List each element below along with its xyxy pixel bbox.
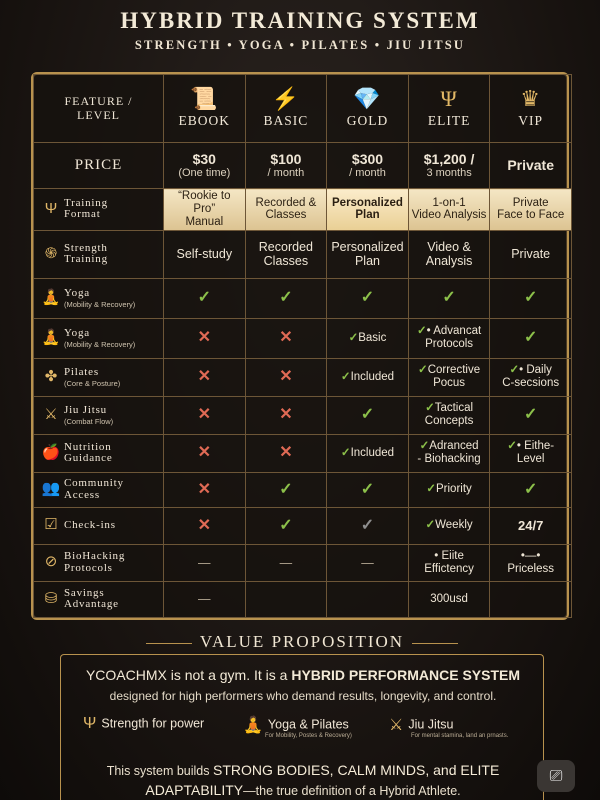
checkbox-icon: ☑ <box>44 516 58 534</box>
pillar-yoga-pilates: 🧘 Yoga & Pilates For Mobility, Postes & Recovery) <box>243 717 352 739</box>
price-row <box>34 143 572 189</box>
price-elite: $1,200 / 3 months <box>408 143 490 189</box>
cross-icon: ✕ <box>197 480 211 498</box>
table-cell: Personalized Plan <box>327 230 409 278</box>
table-cell <box>490 581 572 617</box>
check-icon: ✓ <box>416 325 427 338</box>
value-line-1: YCOACHMX is not a gym. It is a HYBRID PERFORMANCE SYSTEM <box>85 667 521 683</box>
table-cell <box>327 507 409 544</box>
table-cell: Personalized Plan <box>327 189 409 231</box>
check-icon: ✓ <box>279 480 293 498</box>
check-icon: ✓ <box>348 331 359 344</box>
table-cell <box>245 581 327 617</box>
feature-level-header: FEATURE / LEVEL <box>34 75 164 143</box>
table-cell: Private Face to Face <box>490 189 572 231</box>
check-icon: ✓ <box>340 446 351 459</box>
cross-icon: ✕ <box>197 444 211 462</box>
table-cell <box>490 396 572 434</box>
lightning-icon: ⚡ <box>271 86 301 112</box>
table-cell: — <box>164 544 246 581</box>
table-cell <box>245 472 327 507</box>
check-icon: ✓ <box>418 364 428 377</box>
table-cell: ✓Adranced - Biohacking <box>408 434 490 472</box>
yoga-icon: 🧘 <box>41 288 61 306</box>
tier-ebook: 📜 EBOOK <box>164 75 246 143</box>
feature-label: 🧘 Yoga (Mobility & Recovery) <box>34 278 164 318</box>
spiral-icon: ֍ <box>44 244 58 262</box>
table-cell: 1-on-1 Video Analysis <box>408 189 490 231</box>
table-cell <box>490 472 572 507</box>
table-cell: Self-study <box>164 230 246 278</box>
table-cell <box>490 278 572 318</box>
diamond-icon: 💎 <box>353 86 382 112</box>
feature-label: 👥 Community Access <box>34 472 164 507</box>
check-icon: ✓ <box>197 289 211 307</box>
scan-text-icon[interactable]: ⎚ <box>537 760 575 792</box>
price-ebook: $30 (One time) <box>164 143 246 189</box>
cross-icon: ✕ <box>279 444 293 462</box>
crown-icon: ♛ <box>520 86 542 112</box>
check-icon: ✓ <box>426 483 436 496</box>
price-gold: $300 / month <box>327 143 409 189</box>
table-cell: 300usd <box>408 581 490 617</box>
trident-icon: Ψ <box>440 86 458 112</box>
feature-row <box>34 358 572 396</box>
cross-icon: ✕ <box>279 368 293 386</box>
table-cell <box>164 507 246 544</box>
feature-row <box>34 396 572 434</box>
table-cell: Video & Analysis <box>408 230 490 278</box>
cross-icon: ✕ <box>279 406 293 424</box>
coins-icon: ⛁ <box>44 590 58 608</box>
cross-icon: ✕ <box>197 406 211 424</box>
cross-icon: ✕ <box>197 329 211 347</box>
table-cell <box>327 472 409 507</box>
check-icon: ✓ <box>279 289 293 307</box>
table-cell <box>164 358 246 396</box>
table-cell: ✓Included <box>327 434 409 472</box>
feature-label: ⊘ BioHacking Protocols <box>34 544 164 581</box>
table-cell <box>408 278 490 318</box>
table-cell <box>164 278 246 318</box>
scroll-icon: 📜 <box>190 86 219 112</box>
meditation-icon: 🧘 <box>41 328 61 346</box>
table-cell <box>245 318 327 358</box>
table-cell: ✓Included <box>327 358 409 396</box>
table-cell: — <box>245 544 327 581</box>
crossed-swords-icon: ⚔ <box>44 405 58 423</box>
feature-label: ✤ Pilates (Core & Posture) <box>34 358 164 396</box>
value-closing: This system builds STRONG BODIES, CALM MINDS, and ELITE ADAPTABILITY—the true definition of a Hybrid Athlete. <box>106 762 500 799</box>
page-title: HYBRID TRAINING SYSTEM <box>120 8 480 33</box>
page-header <box>0 0 600 62</box>
price-label: PRICE <box>34 143 164 189</box>
table-cell: ✓Priority <box>408 472 490 507</box>
cross-icon: ✕ <box>197 516 211 534</box>
table-cell <box>490 318 572 358</box>
price-vip: Private <box>490 143 572 189</box>
feature-label: 🍎 Nutrition Guidance <box>34 434 164 472</box>
bolt-circle-icon: ⊘ <box>44 553 58 571</box>
table-cell <box>327 396 409 434</box>
feature-row <box>34 230 572 278</box>
table-cell <box>245 507 327 544</box>
check-icon: ✓ <box>360 406 375 424</box>
check-icon: ✓ <box>360 480 375 498</box>
check-icon: ✓ <box>425 402 435 415</box>
value-line-2: designed for high performers who demand results, longevity, and control. <box>109 689 497 703</box>
feature-label: 🧘 Yoga (Mobility & Recovery) <box>34 318 164 358</box>
check-icon: ✓ <box>523 480 538 498</box>
table-cell <box>164 434 246 472</box>
table-cell: “Rookie to Pro” Manual <box>164 189 246 231</box>
table-cell: — <box>327 544 409 581</box>
table-cell: ✓• Advancat Protocols <box>408 318 490 358</box>
tier-elite: Ψ ELITE <box>408 75 490 143</box>
check-icon: ✓ <box>360 289 375 307</box>
pillar-strength: Ψ Strength for power <box>83 715 205 732</box>
check-icon: ✓ <box>507 440 517 453</box>
check-icon: ✓ <box>360 516 375 534</box>
check-icon: ✓ <box>523 329 538 347</box>
tier-basic: ⚡ BASIC <box>245 75 327 143</box>
table-cell: Private <box>490 230 572 278</box>
check-icon: ✓ <box>419 440 430 453</box>
cross-icon: ✕ <box>197 368 211 386</box>
tier-vip: ♛ VIP <box>490 75 572 143</box>
check-icon: ✓ <box>523 406 538 424</box>
feature-row <box>34 434 572 472</box>
feature-row <box>34 472 572 507</box>
feature-label: ֍ Strength Training <box>34 230 164 278</box>
yoga-icon: 🧘 <box>243 717 263 734</box>
table-cell: ✓• Eithe- Level <box>490 434 572 472</box>
price-basic: $100 / month <box>245 143 327 189</box>
check-icon: ✓ <box>425 519 436 532</box>
feature-row <box>34 507 572 544</box>
check-icon: ✓ <box>509 364 520 377</box>
table-cell <box>327 278 409 318</box>
value-box <box>60 654 544 800</box>
table-cell: ✓Weekly <box>408 507 490 544</box>
table-cell: — <box>164 581 246 617</box>
page-subtitle: STRENGTH • YOGA • PILATES • JIU JITSU <box>134 38 466 52</box>
table-cell <box>327 581 409 617</box>
value-pillars <box>61 715 545 749</box>
feature-label: ⛁ Savings Advantage <box>34 581 164 617</box>
feature-row <box>34 318 572 358</box>
tier-gold: 💎 GOLD <box>327 75 409 143</box>
table-cell: 24/7 <box>490 507 572 544</box>
table-cell <box>245 434 327 472</box>
crossed-swords-icon: ⚔ <box>389 717 404 734</box>
table-cell <box>164 318 246 358</box>
feature-row <box>34 544 572 581</box>
value-title: VALUE PROPOSITION <box>52 632 552 652</box>
table-cell: Recorded & Classes <box>245 189 327 231</box>
feature-label: ⚔ Jiu Jitsu (Combat Flow) <box>34 396 164 434</box>
tier-header-row <box>34 75 572 143</box>
feature-label: Ψ Training Format <box>34 189 164 231</box>
pillar-jiu-jitsu: ⚔ Jiu Jitsu For mental stamina, land an prnasts. <box>389 717 509 739</box>
check-icon: ✓ <box>340 370 351 383</box>
table-cell <box>245 358 327 396</box>
table-cell: ✓Corrective Pocus <box>408 358 490 396</box>
apple-icon: 🍎 <box>41 443 61 461</box>
check-icon: ✓ <box>523 289 538 307</box>
table-cell: •—• Priceless <box>490 544 572 581</box>
group-icon: 👥 <box>41 480 61 498</box>
table-cell <box>164 396 246 434</box>
comparison-table <box>31 72 569 620</box>
feature-row <box>34 189 572 231</box>
pilates-icon: ✤ <box>44 367 58 385</box>
table-cell: • Eiite Effictency <box>408 544 490 581</box>
table-cell: ✓• Daily C-secsions <box>490 358 572 396</box>
table-cell <box>245 396 327 434</box>
table-cell: ✓Tactical Concepts <box>408 396 490 434</box>
table-cell: ✓Basic <box>327 318 409 358</box>
feature-label: ☑ Check-ins <box>34 507 164 544</box>
table-cell <box>164 472 246 507</box>
feature-row <box>34 581 572 617</box>
table-cell <box>245 278 327 318</box>
check-icon: ✓ <box>279 516 293 534</box>
trident-icon: Ψ <box>83 715 97 732</box>
table-cell: Recorded Classes <box>245 230 327 278</box>
cross-icon: ✕ <box>279 329 293 347</box>
trident-icon: Ψ <box>44 199 58 217</box>
check-icon: ✓ <box>442 289 456 307</box>
feature-row <box>34 278 572 318</box>
value-proposition <box>52 632 552 800</box>
